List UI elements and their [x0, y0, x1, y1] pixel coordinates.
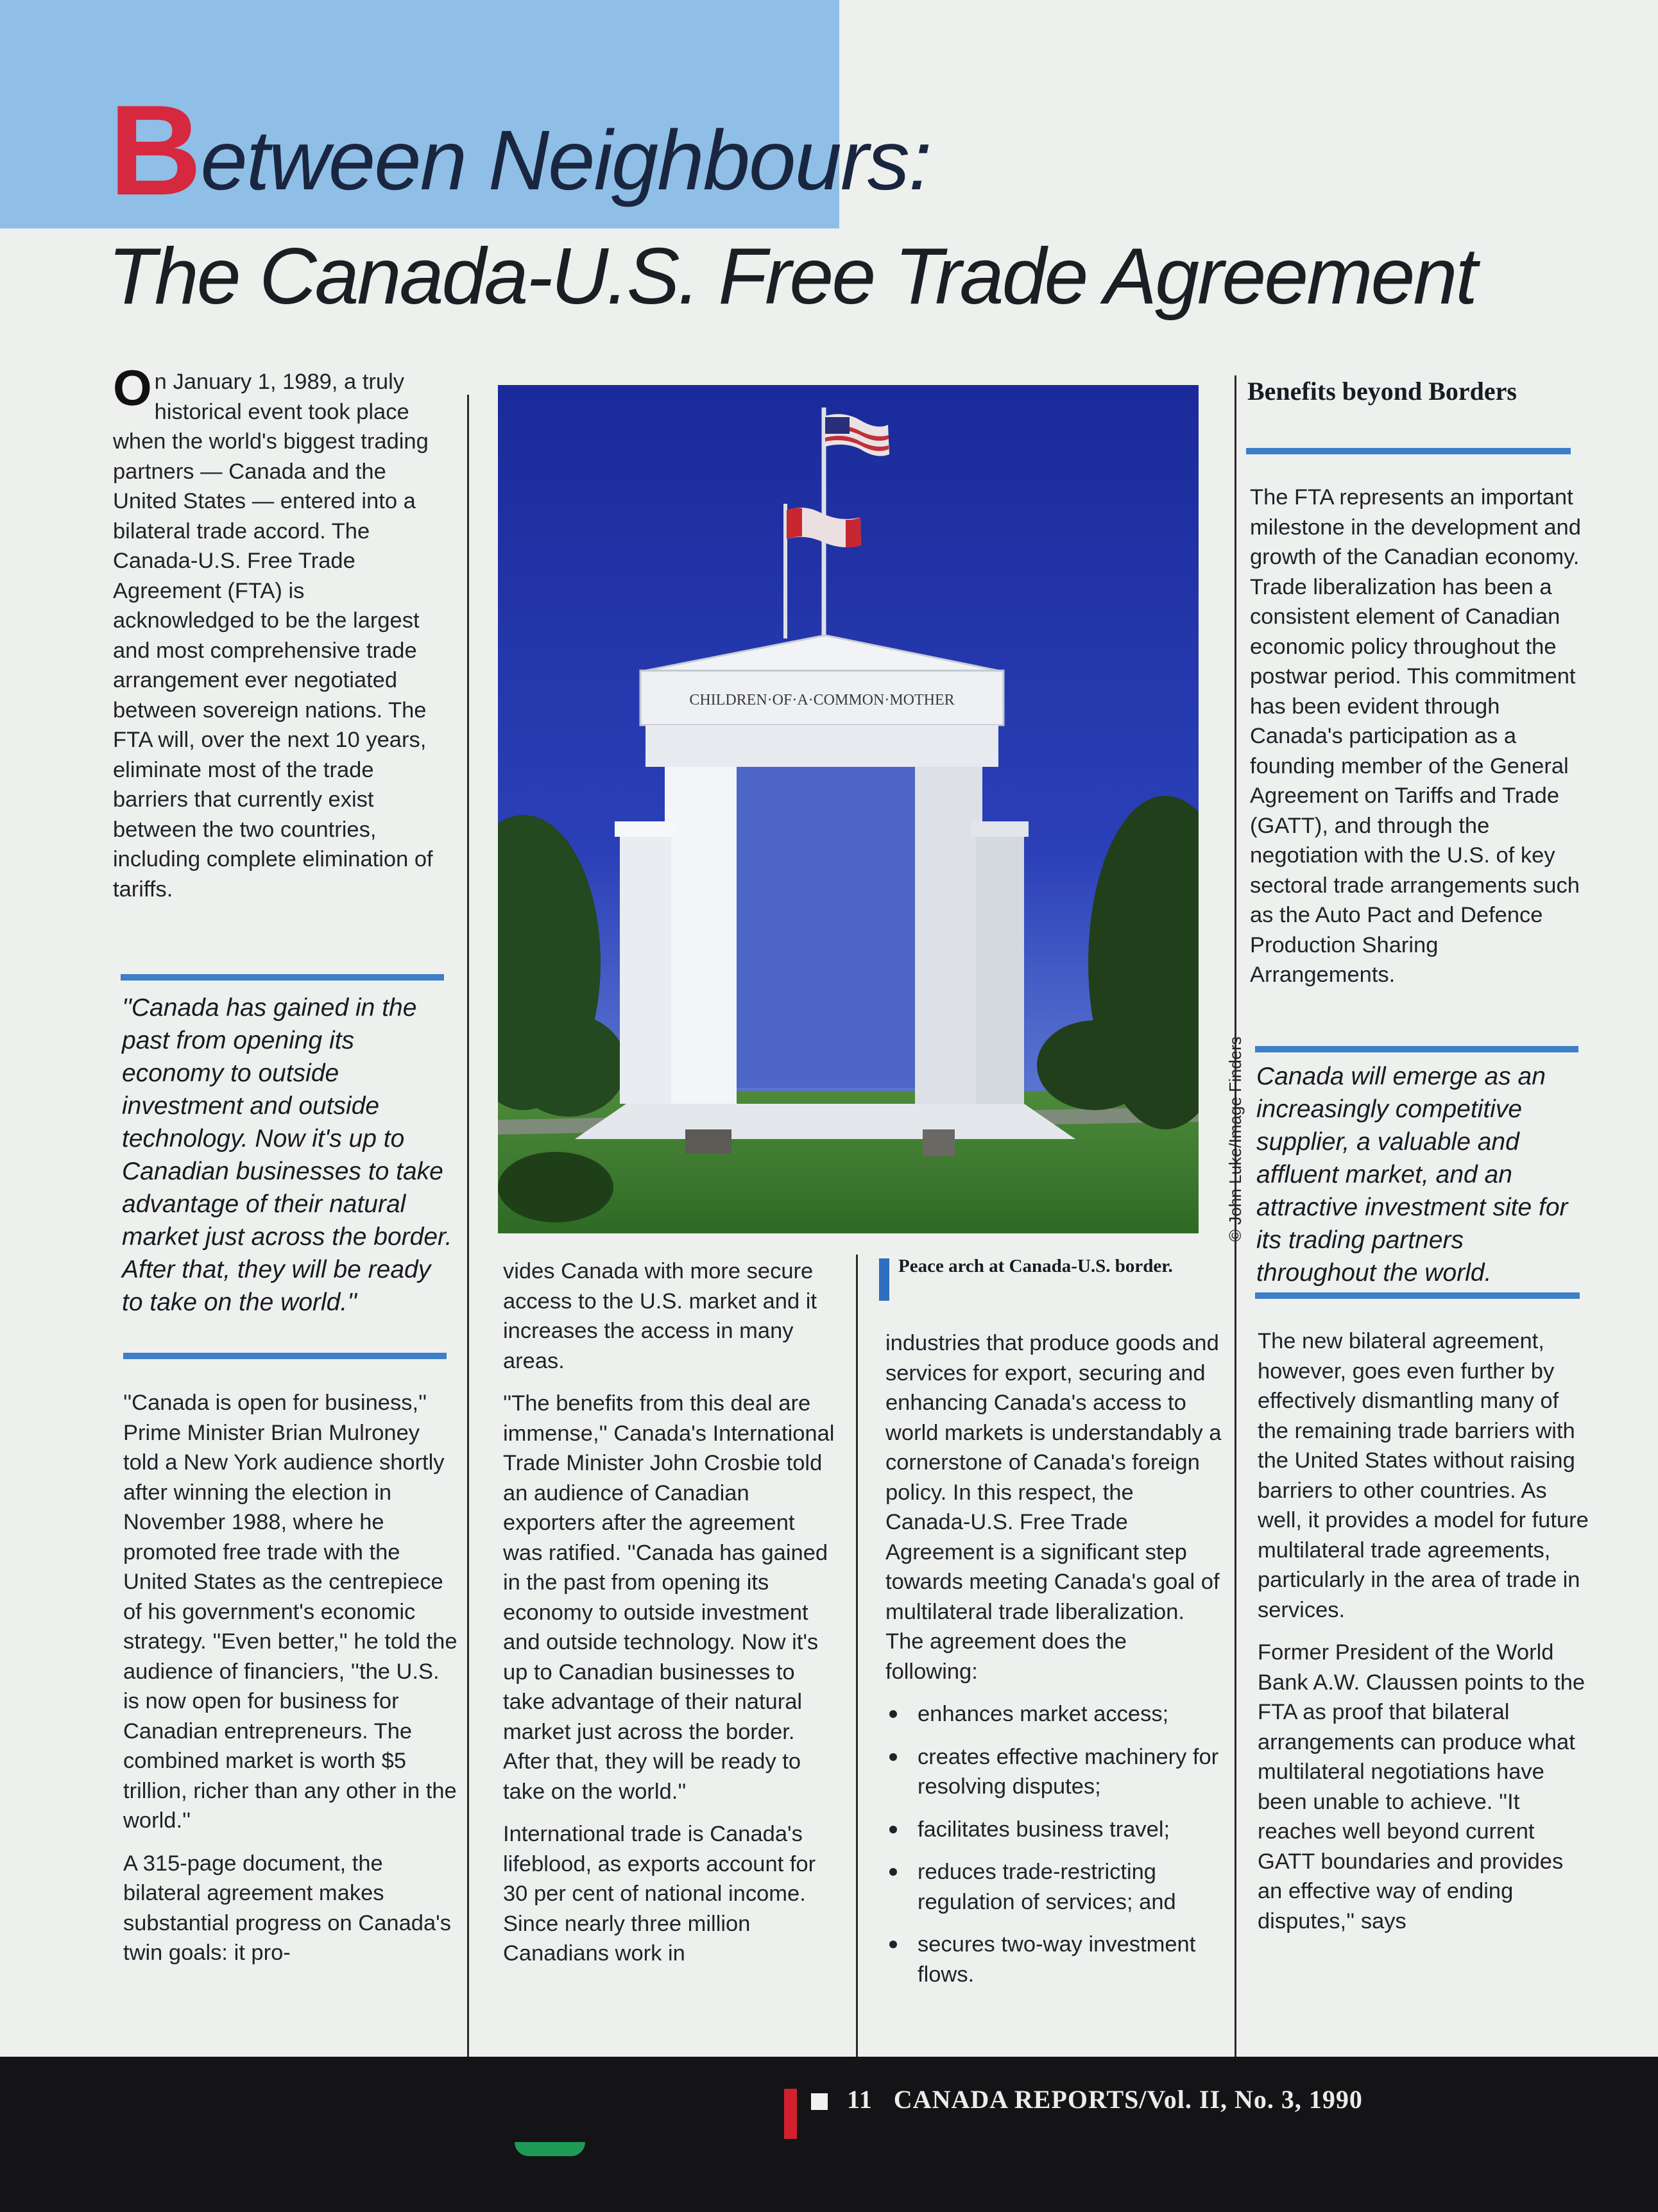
list-item — [885, 1742, 1222, 1802]
photo-credit: © John Luke/Image Finders — [1226, 1036, 1245, 1242]
benefits-list — [885, 1699, 1222, 1989]
list-item — [885, 1699, 1222, 1729]
pull-quote-rule-top — [121, 974, 444, 981]
title-initial: B — [109, 79, 201, 222]
paragraph: The FTA represents an important milestone in the development and growth of the Canadian economy. Trade liberalization has been a consistent element of Canadian economic policy throughout the postwar period. This commitment has been evident through Canada's participation as a founding member of the General Agreement on Tariffs and Trade (GATT), and through the negotiation with the U.S. of key sectoral trade arrangements such as the Auto Pact and Defence Production Sharing Arrangements. — [1250, 485, 1581, 987]
list-item-text: secures two-way investment flows. — [918, 1932, 1196, 1987]
column-4-body — [1258, 1326, 1591, 1949]
paragraph: A 315-page document, the bilateral agreement makes substantial progress on Canada's twin goals: it pro- — [123, 1851, 451, 1965]
section-heading: Benefits beyond Borders — [1247, 377, 1517, 406]
list-item — [885, 1930, 1222, 1989]
list-item — [885, 1857, 1222, 1917]
column-rule-1 — [467, 395, 469, 2057]
bullet-icon — [889, 1710, 897, 1718]
list-item-text: creates effective machinery for resolving disputes; — [918, 1744, 1219, 1799]
photo-arch-lintel — [645, 725, 998, 767]
photo-arch-left-wing-cap — [615, 821, 676, 837]
bullet-icon — [889, 1753, 897, 1761]
bullet-icon — [889, 1868, 897, 1876]
paragraph: The new bilateral agreement, however, goes even further by effectively dismantling many of the remaining trade barriers with the United States without raising barriers to other countries. As well, it provides a model for future multilateral trade agreements, particularly in the area of trade in services. — [1258, 1329, 1589, 1622]
intro-drop-cap: O — [113, 359, 152, 416]
pull-quote-right-rule-top — [1255, 1046, 1578, 1052]
pull-quote-right-rule-bottom — [1255, 1292, 1580, 1299]
paragraph: ''Canada is open for business,'' Prime Minister Brian Mulroney told a New York audience shortly after winning the election in November 1988, where he promoted free trade with the United States as the centrepiece of his government's economic strategy. ''Even better,'' he told the audience of financiers, ''the U.S. is now open for business for Canadian entrepreneurs. The combined market is worth $5 trillion, richer than any other in the world.'' — [123, 1391, 457, 1833]
photo-arch-left-wing — [620, 834, 671, 1104]
photo-arch-base-steps — [575, 1104, 1075, 1139]
section-heading-rule — [1246, 448, 1571, 454]
pull-quote-right: Canada will emerge as an increasingly competitive supplier, a valuable and affluent market, and an attractive investment site for its trading partners throughout the world. — [1256, 1063, 1568, 1287]
paragraph: Former President of the World Bank A.W. Claussen points to the FTA as proof that bilateral arrangements can produce what multilateral negotiations have been unable to achieve. ''It reaches well beyond current GATT boundaries and provides an effective way of ending disputes,'' says — [1258, 1640, 1585, 1933]
photo-caption — [879, 1255, 1181, 1278]
list-item-text: reduces trade-restricting regulation of services; and — [918, 1860, 1176, 1914]
caption-text: Peace arch at Canada-U.S. border. — [898, 1256, 1173, 1276]
photo-hedge — [498, 1152, 613, 1222]
footer-square-icon — [811, 2093, 828, 2110]
page-title — [109, 77, 931, 225]
caption-marker — [879, 1258, 889, 1301]
peace-arch-photo — [498, 385, 1199, 1233]
intro-paragraph — [113, 359, 447, 904]
paragraph: ''The benefits from this deal are immense,'' Canada's International Trade Minister John Crosbie told an audience of Canadian exporters after the agreement was ratified. ''Canada has gained in the past from opening its economy to outside investment and outside technology. Now it's up to Canadian businesses to take advantage of their natural market just across the border. After that, they will be ready to take on the world.'' — [503, 1391, 835, 1804]
footer-green-tab — [515, 2142, 585, 2156]
paragraph: International trade is Canada's lifeblood, as exports account for 30 per cent of national income. Since nearly three million Canadians work in — [503, 1822, 816, 1966]
photo-arch-right-wing-cap — [971, 821, 1029, 837]
photo-arch-plaque-left — [685, 1129, 731, 1154]
page-subtitle: The Canada-U.S. Free Trade Agreement — [108, 232, 1476, 321]
list-item — [885, 1815, 1222, 1845]
footer-folio — [847, 2084, 1363, 2114]
photo-arch-right-wing — [976, 834, 1024, 1104]
photo-arch-opening — [737, 767, 921, 1088]
intro-text: n January 1, 1989, a truly historical event took place when the world's biggest trading partners — Canada and the United States — entered into a bilateral trade accord. The Canada-U.S. Free Trade Agreement (FTA) is acknowledged to be the largest and most comprehensive trade arrangement ever negotiated between sovereign nations. The FTA will, over the next 10 years, eliminate most of the trade barriers that currently exist between the two countries, including complete elimination of tariffs. — [113, 370, 433, 902]
bullet-icon — [889, 1826, 897, 1833]
pull-quote-rule-bottom — [123, 1353, 447, 1359]
column-4-intro — [1250, 483, 1584, 1003]
pull-quote-left: ''Canada has gained in the past from opening its economy to outside investment and outside technology. Now it's up to Canadian businesses to take advantage of their natural market just across the border. After that, they will be ready to take on the world.'' — [122, 994, 452, 1316]
column-2-body — [503, 1256, 840, 1982]
paragraph: industries that produce goods and services for export, securing and enhancing Canada's access to world markets is understandably a cornerstone of Canada's foreign policy. In this respect, the Canada-U.S. Free Trade Agreement is a significant step towards meeting Canada's goal of multilateral trade liberalization. The agreement does the following: — [885, 1331, 1222, 1684]
photo-arch-inscription: CHILDREN·OF·A·COMMON·MOTHER — [689, 692, 955, 708]
paragraph: vides Canada with more secure access to the U.S. market and it increases the access in many areas. — [503, 1259, 817, 1373]
column-3-body — [885, 1328, 1222, 2002]
bullet-icon — [889, 1941, 897, 1948]
column-1-intro — [113, 359, 447, 917]
footer-red-marker — [784, 2089, 797, 2139]
publication-name: CANADA REPORTS/Vol. II, No. 3, 1990 — [893, 2085, 1363, 2114]
footer-bar — [0, 2057, 1658, 2212]
photo-us-flag-canton — [825, 417, 850, 434]
photo-arch-plaque-right — [923, 1129, 955, 1156]
list-item-text: facilitates business travel; — [918, 1817, 1170, 1842]
column-1-body — [123, 1388, 460, 1981]
list-item-text: enhances market access; — [918, 1702, 1169, 1726]
page-number: 11 — [847, 2085, 873, 2114]
column-rule-2 — [856, 1255, 858, 2057]
title-rest: etween Neighbours: — [200, 113, 931, 207]
